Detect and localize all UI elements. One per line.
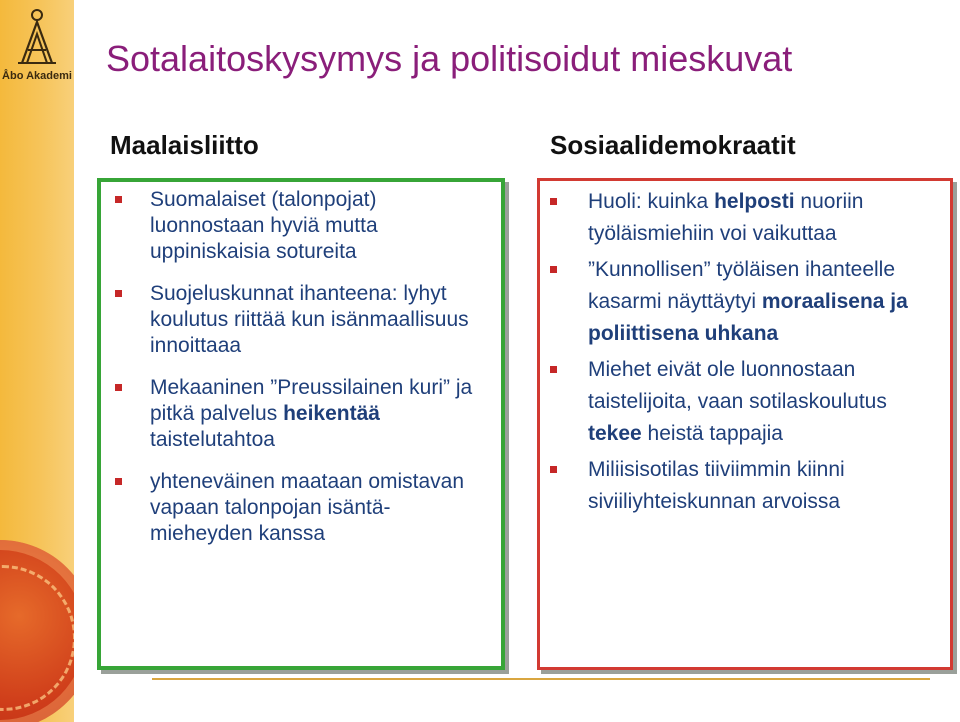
list-item [550,254,936,350]
item-text: nuoriin työläismiehiin voi vaikuttaa [588,190,864,245]
logo-text: Åbo Akademi [2,70,72,82]
logo-emblem-icon [14,8,60,68]
left-column-heading: Maalaisliitto [110,130,259,160]
list-item [115,281,487,359]
item-text: Miliisisotilas tiiviimmin kiinni siviiliyhteiskunnan arvoissa [588,458,845,513]
abo-akademi-logo [0,8,74,82]
square-bullet-icon [115,384,122,391]
item-text: Huoli: kuinka [588,190,715,213]
item-text: ”Kunnollisen” työläisen ihanteelle kasarmi näyttäytyi [588,258,896,313]
emphasized-text: tekee [588,422,642,445]
item-text: heistä tappajia [641,422,783,445]
list-item [550,454,936,518]
emphasized-text: moraalisena ja poliittisena uhkana [588,290,908,345]
square-bullet-icon [550,266,557,273]
emphasized-text: heikentää [283,402,380,425]
list-item [115,187,487,265]
bottom-divider [152,678,930,680]
list-item [550,186,936,250]
square-bullet-icon [550,198,557,205]
list-item [550,354,936,450]
list-item [115,375,487,453]
item-text: taistelutahtoa [150,428,275,451]
square-bullet-icon [115,290,122,297]
maalaisliitto-box [97,178,505,670]
item-text: Mekaaninen ”Preussilainen kuri” ja pitkä palvelus [150,376,473,425]
maalaisliitto-list [101,182,501,547]
sosiaalidemokraatit-list [540,181,950,518]
item-text: yhteneväinen maataan omistavan vapaan talonpojan isäntä-mieheyden kanssa [150,470,465,545]
square-bullet-icon [550,466,557,473]
square-bullet-icon [550,366,557,373]
square-bullet-icon [115,196,122,203]
emphasized-text: helposti [714,190,795,213]
sosiaalidemokraatit-box [537,178,953,670]
square-bullet-icon [115,478,122,485]
item-text: Suojeluskunnat ihanteena: lyhyt koulutus riittää kun isänmaallisuus innoittaaa [150,282,469,357]
item-text: Miehet eivät ole luonnostaan taistelijoita, vaan sotilaskoulutus [588,358,887,413]
list-item [115,469,487,547]
page-title: Sotalaitoskysymys ja politisoidut mieskuvat [106,38,793,79]
side-decoration-strip [0,0,74,722]
right-column-heading: Sosiaalidemokraatit [550,130,796,160]
item-text: Suomalaiset (talonpojat) luonnostaan hyviä mutta uppiniskaisia sotureita [150,188,378,263]
